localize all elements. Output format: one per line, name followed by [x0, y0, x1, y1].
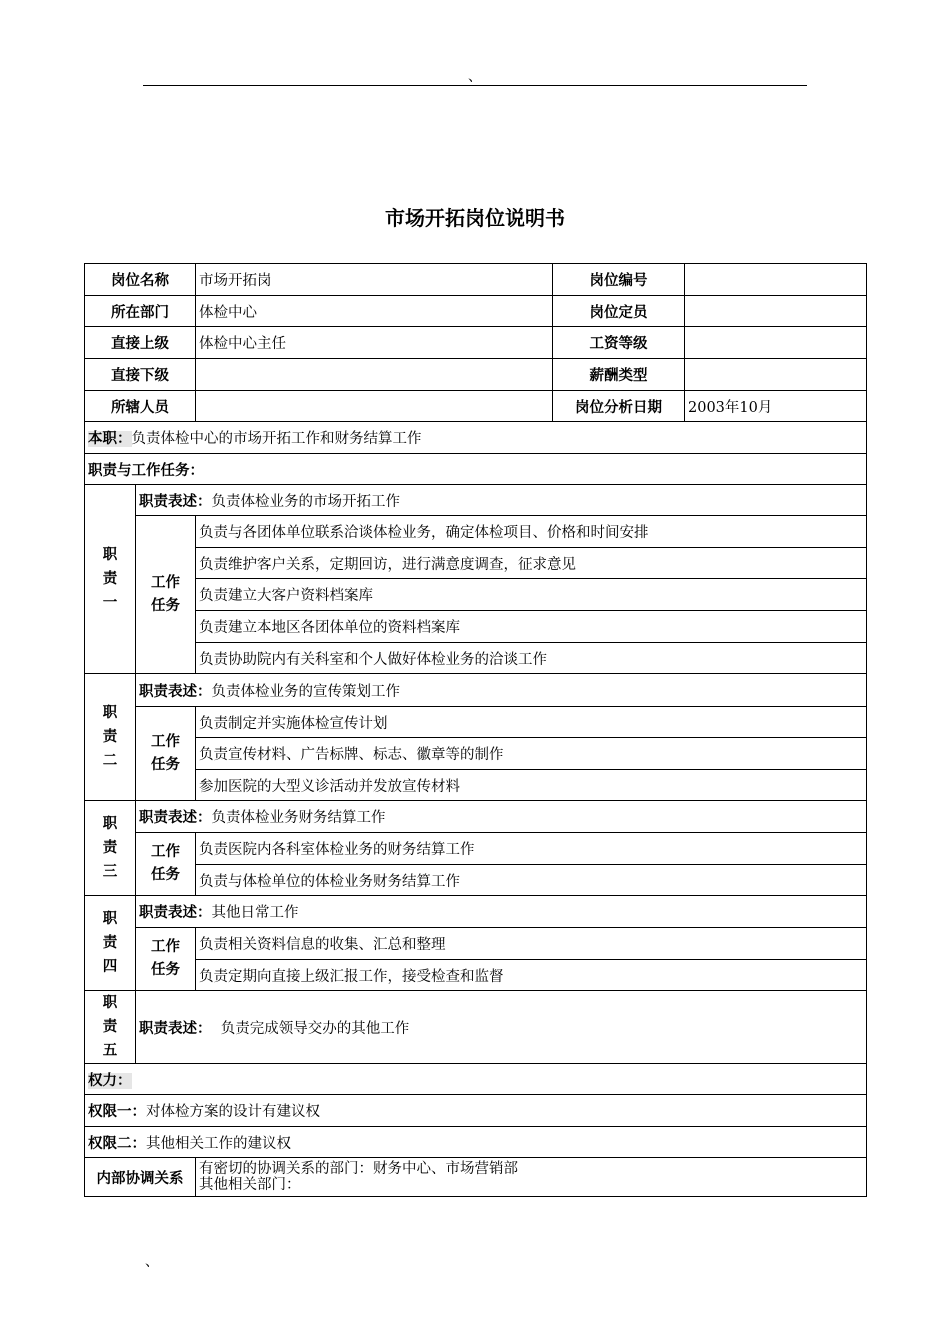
duty-statement — [136, 801, 867, 833]
info-label: 岗位分析日期 — [553, 391, 685, 422]
info-value — [196, 359, 553, 391]
task-item: 负责与各团体单位联系洽谈体检业务，确定体检项目、价格和时间安排 — [196, 516, 867, 548]
info-label: 所辖人员 — [85, 391, 196, 422]
info-value: 体检中心主任 — [196, 327, 553, 359]
duty-statement-row — [85, 896, 867, 928]
authority-header-row — [85, 1064, 867, 1095]
task-item: 负责与体检单位的体检业务财务结算工作 — [196, 865, 867, 896]
duty-name: 职责一 — [85, 485, 136, 674]
task-row — [85, 928, 867, 960]
authority-text: 对体检方案的设计有建议权 — [146, 1104, 320, 1120]
statement-label: 职责表述： — [139, 493, 212, 510]
task-item: 参加医院的大型义诊活动并发放宣传材料 — [196, 770, 867, 801]
coordination-line: 其他相关部门： — [199, 1177, 301, 1193]
info-row — [85, 264, 867, 296]
mission-text: 负责体检中心的市场开拓工作和财务结算工作 — [131, 431, 422, 447]
statement-text: 其他日常工作 — [211, 905, 299, 921]
task-row — [85, 611, 867, 643]
coordination-line: 有密切的协调关系的部门：财务中心、市场营销部 — [199, 1161, 518, 1177]
header-mark: 、 — [468, 69, 482, 85]
info-row — [85, 359, 867, 391]
task-item: 负责建立本地区各团体单位的资料档案库 — [196, 611, 867, 643]
info-label: 岗位名称 — [85, 264, 196, 296]
duty-statement — [136, 674, 867, 707]
authority-row — [85, 1095, 867, 1127]
task-label: 工作任务 — [136, 833, 196, 896]
task-item: 负责建立大客户资料档案库 — [196, 579, 867, 611]
statement-text: 负责体检业务的宣传策划工作 — [211, 683, 400, 700]
task-item: 负责协助院内有关科室和个人做好体检业务的洽谈工作 — [196, 643, 867, 674]
duty-name: 职责三 — [85, 801, 136, 896]
info-value — [196, 391, 553, 422]
mission-row — [85, 422, 867, 454]
info-value — [685, 296, 867, 327]
authority-item — [85, 1095, 867, 1127]
duty-statement-row — [85, 801, 867, 833]
info-label: 岗位编号 — [553, 264, 685, 296]
info-value: 市场开拓岗 — [196, 264, 553, 296]
duty-statement-row — [85, 485, 867, 516]
info-row — [85, 296, 867, 327]
duties-header-row — [85, 454, 867, 485]
task-label: 工作任务 — [136, 928, 196, 991]
statement-text: 负责体检业务的市场开拓工作 — [211, 493, 400, 510]
task-row — [85, 960, 867, 991]
info-value — [685, 359, 867, 391]
info-label: 工资等级 — [553, 327, 685, 359]
duty-statement-row — [85, 674, 867, 707]
info-value: 体检中心 — [196, 296, 553, 327]
task-item: 负责宣传材料、广告标牌、标志、徽章等的制作 — [196, 738, 867, 770]
authority-item — [85, 1127, 867, 1158]
authority-text: 其他相关工作的建议权 — [146, 1135, 291, 1152]
info-row — [85, 327, 867, 359]
mission-cell — [85, 422, 867, 454]
authority-label: 权限二： — [88, 1135, 146, 1152]
duty-name: 职责五 — [85, 991, 136, 1064]
statement-label: 职责表述： — [139, 1020, 212, 1037]
statement-text: 负责完成领导交办的其他工作 — [220, 1020, 410, 1037]
task-row — [85, 833, 867, 865]
statement-label: 职责表述： — [139, 905, 212, 921]
coordination-cell — [196, 1158, 867, 1197]
duty-name: 职责二 — [85, 674, 136, 801]
document-title: 市场开拓岗位说明书 — [385, 206, 565, 230]
coordination-row — [85, 1158, 867, 1197]
task-row — [85, 865, 867, 896]
statement-text: 负责体检业务财务结算工作 — [211, 810, 386, 826]
info-value — [685, 327, 867, 359]
duty-name: 职责四 — [85, 896, 136, 991]
duties-header: 职责与工作任务： — [85, 454, 867, 485]
task-row — [85, 548, 867, 579]
info-label: 薪酬类型 — [553, 359, 685, 391]
task-row — [85, 643, 867, 674]
authority-label: 权限一： — [88, 1104, 146, 1120]
task-row — [85, 579, 867, 611]
info-label: 所在部门 — [85, 296, 196, 327]
task-item: 负责制定并实施体检宣传计划 — [196, 707, 867, 738]
duty-statement-row — [85, 991, 867, 1064]
task-label: 工作任务 — [136, 516, 196, 674]
info-label: 岗位定员 — [553, 296, 685, 327]
mission-label: 本职： — [88, 431, 132, 447]
statement-label: 职责表述： — [139, 810, 212, 826]
info-value — [685, 264, 867, 296]
duty-statement — [136, 991, 867, 1064]
info-value: 2003年10月 — [685, 391, 867, 422]
info-label: 直接上级 — [85, 327, 196, 359]
authority-header: 权力： — [88, 1072, 132, 1089]
duty-statement — [136, 896, 867, 928]
task-item: 负责医院内各科室体检业务的财务结算工作 — [196, 833, 867, 865]
job-description-table — [84, 263, 867, 1197]
duty-statement — [136, 485, 867, 516]
task-label: 工作任务 — [136, 707, 196, 801]
info-row — [85, 391, 867, 422]
task-item: 负责定期向直接上级汇报工作，接受检查和监督 — [196, 960, 867, 991]
statement-label: 职责表述： — [139, 683, 212, 700]
header-rule — [143, 85, 807, 86]
task-row — [85, 738, 867, 770]
task-row — [85, 516, 867, 548]
authority-row — [85, 1127, 867, 1158]
task-item: 负责维护客户关系，定期回访，进行满意度调查，征求意见 — [196, 548, 867, 579]
task-item: 负责相关资料信息的收集、汇总和整理 — [196, 928, 867, 960]
coordination-label: 内部协调关系 — [85, 1158, 196, 1197]
footer-mark: 、 — [145, 1254, 159, 1270]
authority-header-cell — [85, 1064, 867, 1095]
info-label: 直接下级 — [85, 359, 196, 391]
task-row — [85, 707, 867, 738]
task-row — [85, 770, 867, 801]
